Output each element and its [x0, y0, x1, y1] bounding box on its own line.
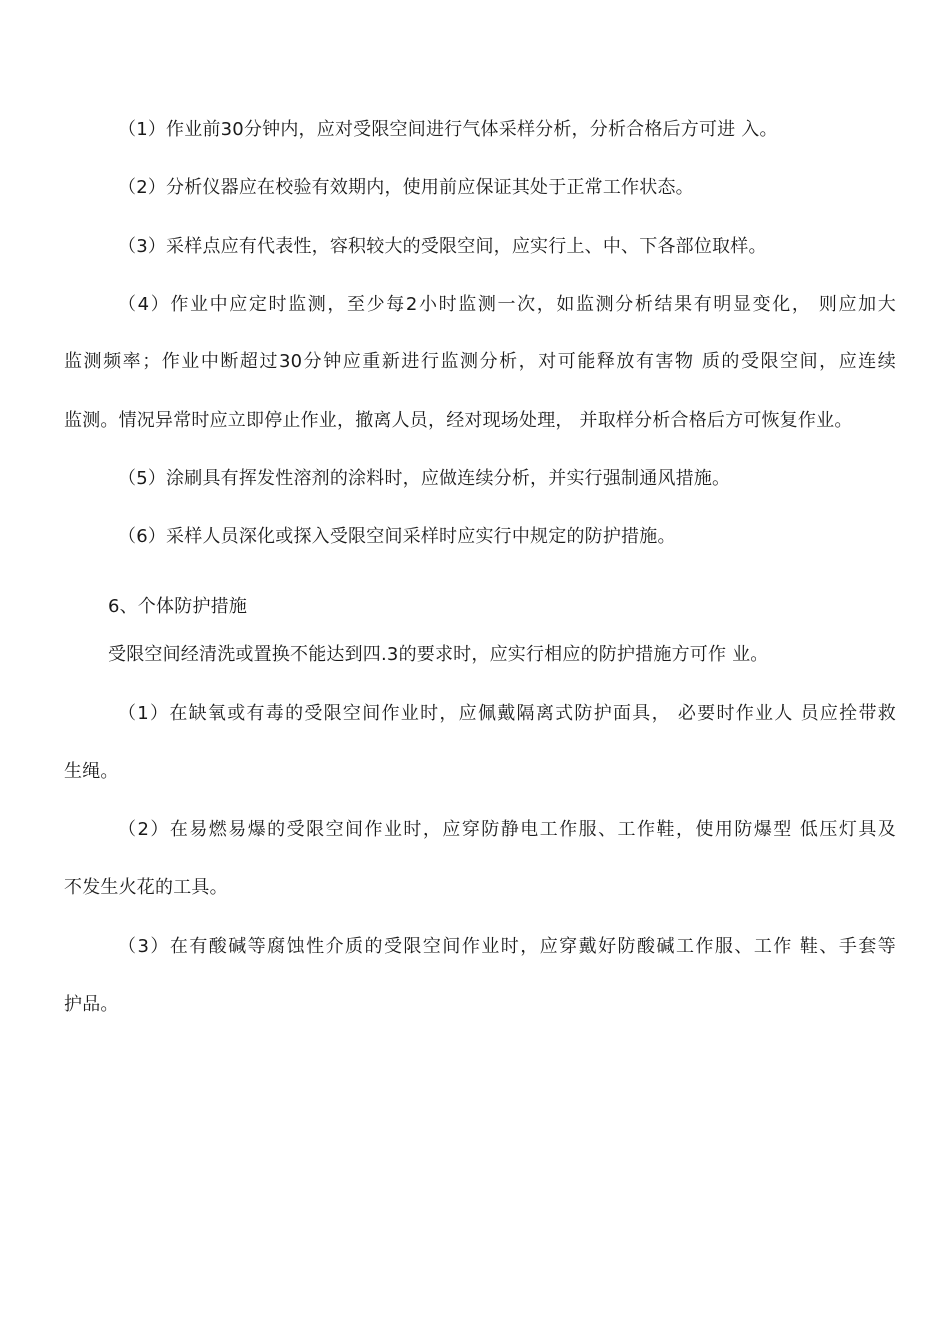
paragraph-4-line-2: 监测频率；作业中断超过30分钟应重新进行监测分析，对可能释放有害物 质的受限空间，应连续 — [64, 351, 896, 372]
item-2-line-2: 不发生火花的工具。 — [64, 877, 228, 898]
section-heading: 6、个体防护措施 — [108, 596, 248, 617]
paragraph-3-line-1: （3）采样点应有代表性，容积较大的受限空间，应实行上、中、下各部位取样。 — [118, 236, 767, 257]
item-3-line-1: （3）在有酸碱等腐蚀性介质的受限空间作业时，应穿戴好防酸碱工作服、工作 鞋、手套等 — [118, 936, 896, 957]
paragraph-4-line-1: （4）作业中应定时监测，至少每2小时监测一次，如监测分析结果有明显变化， 则应加大 — [118, 294, 896, 315]
item-1-line-1: （1）在缺氧或有毒的受限空间作业时，应佩戴隔离式防护面具， 必要时作业人 员应拴带救 — [118, 703, 896, 724]
paragraph-4-line-3: 监测。情况异常时应立即停止作业，撤离人员，经对现场处理， 并取样分析合格后方可恢复作业。 — [64, 410, 853, 431]
item-3-line-2: 护品。 — [64, 994, 119, 1015]
section-intro: 受限空间经清洗或置换不能达到四.3的要求时，应实行相应的防护措施方可作 业。 — [108, 644, 769, 665]
item-1-line-2: 生绳。 — [64, 761, 119, 782]
paragraph-2-line-1: （2）分析仪器应在校验有效期内，使用前应保证其处于正常工作状态。 — [118, 177, 694, 198]
paragraph-6-line-1: （6）采样人员深化或探入受限空间采样时应实行中规定的防护措施。 — [118, 526, 676, 547]
paragraph-1-line-1: （1）作业前30分钟内，应对受限空间进行气体采样分析，分析合格后方可进 入。 — [118, 119, 778, 140]
paragraph-5-line-1: （5）涂刷具有挥发性溶剂的涂料时，应做连续分析，并实行强制通风措施。 — [118, 468, 731, 489]
item-2-line-1: （2）在易燃易爆的受限空间作业时，应穿防静电工作服、工作鞋，使用防爆型 低压灯具及 — [118, 819, 896, 840]
